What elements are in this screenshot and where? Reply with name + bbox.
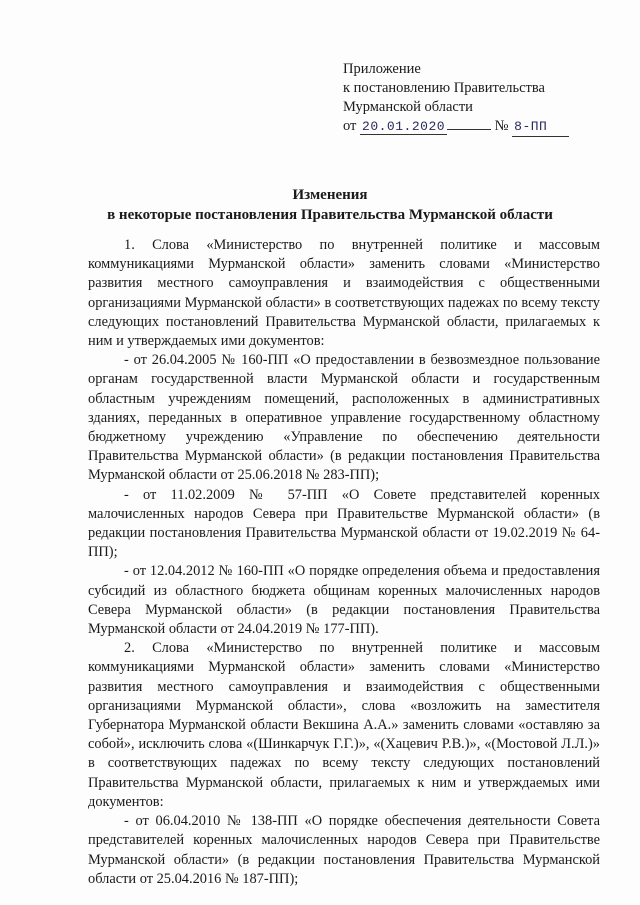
title-line-2: в некоторые постановления Правительства Мурманской области [107, 207, 553, 223]
document-body [88, 236, 600, 889]
paragraph-1: 1. Слова «Министерство по внутренней политике и массовым коммуникациями Мурманской области» заменить словами «Министерство развития местного самоуправления и взаимодействия с общественными организациями Мурманской области» в соответствующих падежах по всему тексту следующих постановлений Правительства Мурманской области, прилагаемых к ним и утверждаемых ими документов: [88, 237, 600, 350]
number-prefix: № [494, 118, 509, 134]
paragraph-2: 2. Слова «Министерство по внутренней политике и массовым коммуникациями Мурманской области» заменить словами «Министерство развития местного самоуправления и взаимодействия с общественными организациями Мурманской области», слова «возложить на заместителя Губернатора Мурманской области Векшина А.А.» заменить словами «оставляю за собой», исключить слова «(Шинкарчук Г.Г.)», «(Хацевич Р.В.)», «(Мостовой Л.Л.)» в соответствующих падежах по всему тексту следующих постановлений Правительства Мурманской области, прилагаемых к ним и утверждаемых ими документов: [88, 640, 600, 810]
number-underline [512, 117, 569, 137]
list-item: - от 26.04.2005 № 160-ПП «О предоставлении в безвозмездное пользование органам государственной власти Мурманской области и государственным областным учреждениям помещений, расположенных в административных зданиях, переданных в оперативное управление государственному областному бюджетному учреждению «Управление по обеспечению деятельности Правительства Мурманской области» (в редакции постановления Правительства Мурманской области от 25.06.2018 № 283-ПП); [88, 352, 600, 484]
list-item: - от 11.02.2009 № 57-ПП «О Совете представителей коренных малочисленных народов Севера при Правительстве Мурманской области» (в редакции постановления Правительства Мурманской области от 19.02.2019 № 64-ПП); [88, 486, 600, 561]
date-prefix: от [343, 118, 357, 134]
number-stamp: 8-ПП [514, 119, 548, 134]
appendix-date-line [343, 117, 623, 137]
list-item: - от 06.04.2010 № 138-ПП «О порядке обеспечения деятельности Совета представителей коренных малочисленных народов Севера при Правительстве Мурманской области» (в редакции постановления Правительства Мурманской области от 25.04.2016 № 187-ПП); [88, 813, 600, 887]
appendix-reference: к постановлению Правительства [343, 80, 545, 96]
title-line-1: Изменения [292, 187, 368, 203]
date-underline [447, 117, 491, 130]
document-title [40, 185, 620, 225]
appendix-block [343, 60, 623, 137]
appendix-heading: Приложение [343, 61, 421, 77]
appendix-region: Мурманской области [343, 99, 473, 115]
list-item: - от 12.04.2012 № 160-ПП «О порядке определения объема и предоставления субсидий из областного бюджета общинам коренных малочисленных народов Севера Мурманской области» (в редакции постановления Правительства Мурманской области от 24.04.2019 № 177-ПП). [88, 563, 600, 638]
date-stamp: 20.01.2020 [362, 119, 446, 134]
